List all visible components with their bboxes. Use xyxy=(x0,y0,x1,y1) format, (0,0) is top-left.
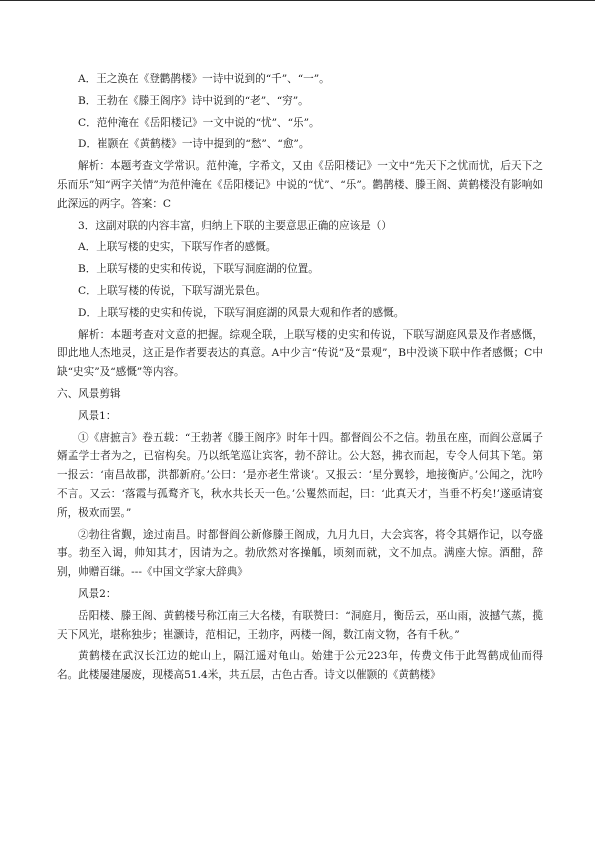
scene-1-title: 风景1： xyxy=(78,409,117,422)
option-c: C．范仲淹在《岳阳楼记》一文中说的“忧”、“乐”。 xyxy=(78,116,320,129)
document-page xyxy=(57,70,543,685)
option-b: B．王勃在《滕王阁序》诗中说到的“老”、“穷”。 xyxy=(78,94,309,107)
scene-2-title: 风景2： xyxy=(78,587,117,600)
question-3: 3．这副对联的内容丰富，归纳上下联的主要意思正确的应该是（） xyxy=(78,219,392,232)
section-heading-6: 六、风景剪辑 xyxy=(57,387,121,400)
q3-option-d: D．上联写楼的史实和传说，下联写洞庭湖的风景大观和作者的感慨。 xyxy=(78,306,405,319)
q3-option-c: C．上联写楼的传说，下联写湖光景色。 xyxy=(78,284,267,297)
scene-1-paragraph-1: ①《唐摭言》卷五载：“王勃著《滕王阁序》时年十四。都督阎公不之信。勃虽在座，而阎公意属子婿孟学士者为之，已宿构矣。乃以纸笔巡让宾客，勃不辞让。公大怒，拂衣而起，专令人伺其下笔。第一报云：‘南昌故郡，洪都新府。’公曰：‘是亦老生常谈’。又报云：‘星分翼轸，地接衡庐。’公闻之，沈吟不言。又云：‘落霞与孤鹜齐飞，秋水共长天一色。’公矍然而起，曰：‘此真天才，当垂不朽矣!’遂亟请宴所，极欢而罢。” xyxy=(57,431,543,519)
scene-1-paragraph-2: ②勃往省觐，途过南昌。时都督阎公新修滕王阁成，九月九日，大会宾客，将令其婿作记，以夸盛事。勃至入谒，帅知其才，因请为之。勃欣然对客操觚，顷刻而就，文不加点。满座大惊。酒酣，辞别，帅赠百缣。---《中国文学家大辞典》 xyxy=(57,528,543,579)
q3-option-b: B．上联写楼的史实和传说，下联写洞庭湖的位置。 xyxy=(78,263,319,276)
option-a: A．王之涣在《登鹳鹊楼》一诗中说到的“千”、“一”。 xyxy=(78,73,330,85)
q3-option-a: A．上联写楼的史实，下联写作者的感慨。 xyxy=(78,241,277,254)
analysis-paragraph-1: 解析：本题考查文学常识。范仲淹，字希文，又由《岳阳楼记》一文中“先天下之忧而忧，后天下之乐而乐”知“两字关情”为范仲淹在《岳阳楼记》中说的“忧”、“乐”。鹳鹊楼、滕王阁、黄鹤楼没有影响如此深远的两字。答案：C xyxy=(57,160,543,210)
analysis-paragraph-2: 解析：本题考查对文意的把握。综观全联，上联写楼的史实和传说，下联写湖庭风景及作者感慨，即此地人杰地灵，这正是作者要表达的真意。A中少言“传说”及“景观”，B中没谈下联中作者感慨；C中缺“史实”及“感慨”等内容。 xyxy=(57,328,543,379)
scene-2-paragraph-2: 黄鹤楼在武汉长江边的蛇山上，隔江遥对龟山。始建于公元223年，传费文伟于此驾鹤成仙而得名。此楼屡建屡废，现楼高51.4米，共五层，古色古香。诗文以催颢的《黄鹤楼》 xyxy=(57,650,543,682)
top-rule xyxy=(0,0,595,1)
option-d: D．崔颢在《黄鹤楼》一诗中提到的“愁”、“愈”。 xyxy=(78,138,310,151)
scene-2-paragraph-1: 岳阳楼、滕王阁、黄鹤楼号称江南三大名楼，有联赞曰：“洞庭月，衡岳云，巫山雨，波撼气蒸，揽天下风光，堪称独步；崔灏诗，范相记，王勃序，两楼一阁，数江南文物，各有千秋。” xyxy=(57,609,543,641)
